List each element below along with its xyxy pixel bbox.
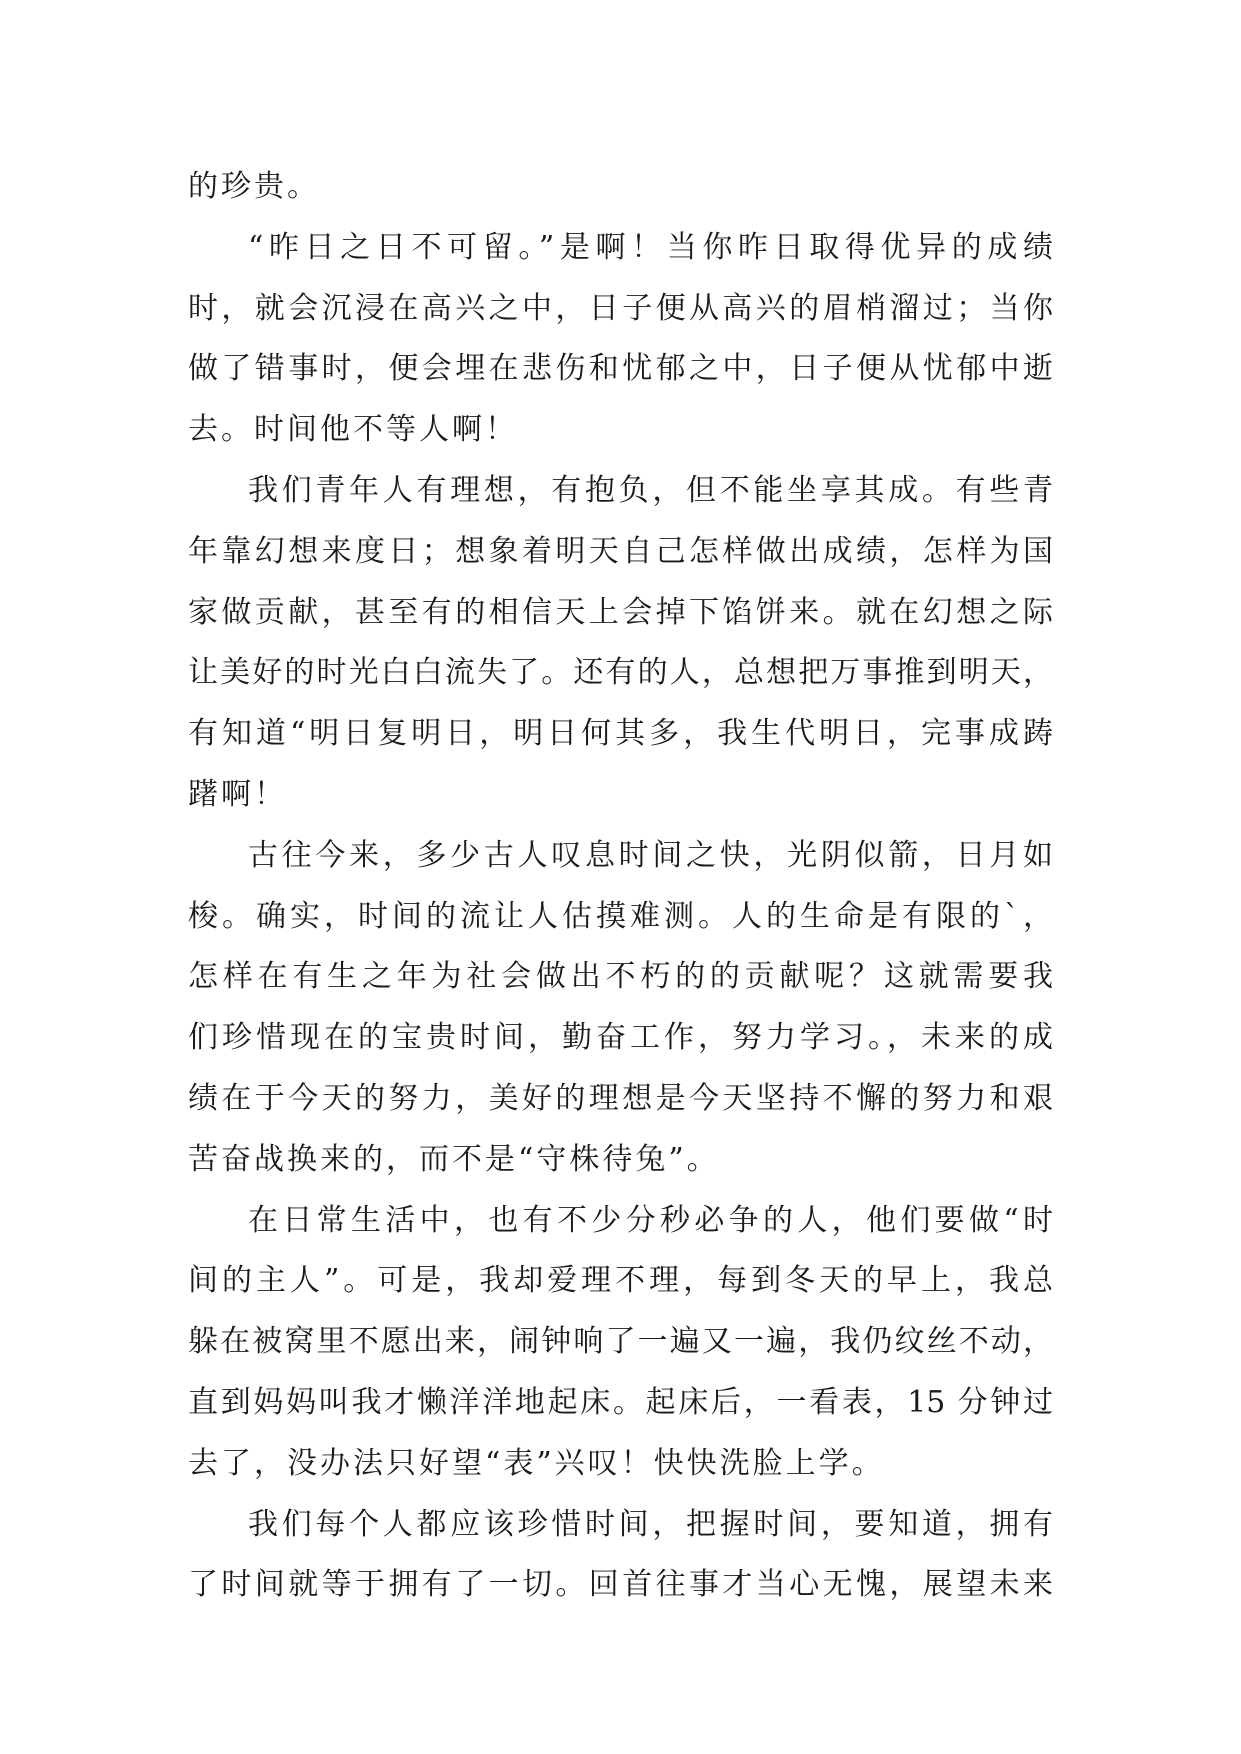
text-line: 年靠幻想来度日；想象着明天自己怎样做出成绩，怎样为国 <box>188 533 1053 569</box>
text-line: 怎样在有生之年为社会做出不朽的的贡献呢？这就需要我 <box>188 959 1053 995</box>
text-line: 了时间就等于拥有了一切。回首往事才当心无愧，展望未来 <box>188 1567 1053 1603</box>
text-line: 家做贡献，甚至有的相信天上会掉下馅饼来。就在幻想之际 <box>188 594 1053 630</box>
text-line: 躇啊！ <box>188 776 287 812</box>
text-line: 去了，没办法只好望“表”兴叹！快快洗脸上学。 <box>188 1445 885 1481</box>
text-line: 让美好的时光白白流失了。还有的人，总想把万事推到明天， <box>188 655 1053 691</box>
text-line: 去。时间他不等人啊！ <box>188 412 518 448</box>
text-line: 的珍贵。 <box>188 169 320 204</box>
text-line: 做了错事时，便会埋在悲伤和忧郁之中，日子便从忧郁中逝 <box>188 351 1053 387</box>
text-line: 梭。确实，时间的流让人估摸难测。人的生命是有限的`， <box>188 898 1053 934</box>
text-line: 苦奋战换来的，而不是“守株待兔”。 <box>188 1141 720 1177</box>
text-line: 在日常生活中，也有不少分秒必争的人，他们要做“时 <box>248 1202 1053 1238</box>
text-line: 绩在于今天的努力，美好的理想是今天坚持不懈的努力和艰 <box>188 1080 1053 1116</box>
text-line: 有知道“明日复明日，明日何其多，我生代明日，完事成踌 <box>188 716 1053 752</box>
text-line: 我们青年人有理想，有抱负，但不能坐享其成。有些青 <box>248 472 1053 508</box>
body-text <box>188 157 1053 1616</box>
text-line: 我们每个人都应该珍惜时间，把握时间，要知道，拥有 <box>248 1506 1053 1542</box>
text-line: 们珍惜现在的宝贵时间，勤奋工作，努力学习。，未来的成 <box>188 1020 1053 1056</box>
text-line: 时，就会沉浸在高兴之中，日子便从高兴的眉梢溜过；当你 <box>188 290 1053 326</box>
text-line: 直到妈妈叫我才懒洋洋地起床。起床后，一看表，15 分钟过 <box>188 1384 1053 1420</box>
text-line: 间的主人”。可是，我却爱理不理，每到冬天的早上，我总 <box>188 1263 1053 1299</box>
text-line: 躲在被窝里不愿出来，闹钟响了一遍又一遍，我仍纹丝不动， <box>188 1324 1053 1360</box>
text-line: 古往今来，多少古人叹息时间之快，光阴似箭，日月如 <box>248 837 1053 873</box>
text-line: “昨日之日不可留。”是啊！当你昨日取得优异的成绩 <box>248 229 1053 265</box>
